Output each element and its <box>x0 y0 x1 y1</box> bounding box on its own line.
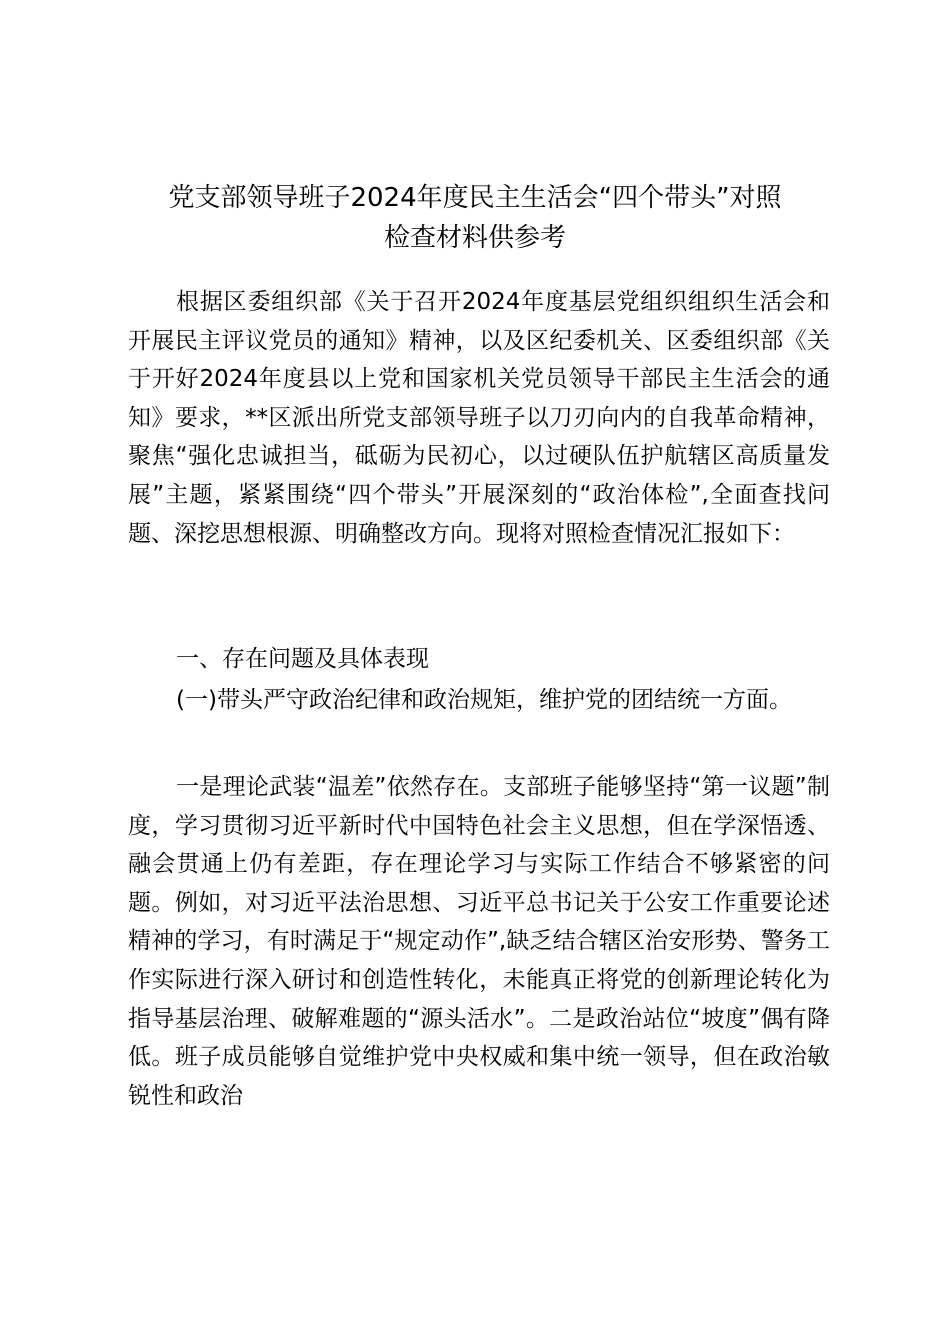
subsection-heading: (一)带头严守政治纪律和政治规矩，维护党的团结统一方面。 <box>176 687 792 713</box>
section-heading: 一、存在问题及具体表现 <box>176 646 429 672</box>
title-line-1: 党支部领导班子2024年度民主生活会“四个带头”对照 <box>168 183 782 213</box>
intro-paragraph: 根据区委组织部《关于召开2024年度基层党组织组织生活会和开展民主评议党员的通知》精神，以及区纪委机关、区委组织部《关于开好2024年度县以上党和国家机关党员领导干部民主生活会的通知》要求，**区派出所党支部领导班子以刀刃向内的自我革命精神，聚焦“强化忠诚担当，砥砺为民初心，以过硬队伍护航辖区高质量发展”主题，紧紧围绕“四个带头”开展深刻的“政治体检”,全面查找问题、深挖思想根源、明确整改方向。现将对照检查情况汇报如下： <box>128 289 830 547</box>
document-title <box>120 178 830 258</box>
title-line-2: 检查材料供参考 <box>383 223 566 253</box>
body-paragraph: 一是理论武装“温差”依然存在。支部班子能够坚持“第一议题”制度，学习贯彻习近平新时代中国特色社会主义思想，但在学深悟透、融会贯通上仍有差距，存在理论学习与实际工作结合不够紧密的问题。例如，对习近平法治思想、习近平总书记关于公安工作重要论述精神的学习，有时满足于“规定动作”,缺乏结合辖区治安形势、警务工作实际进行深入研讨和创造性转化，未能真正将党的创新理论转化为指导基层治理、破解难题的“源头活水”。二是政治站位“坡度”偶有降低。班子成员能够自觉维护党中央权威和集中统一领导，但在政治敏锐性和政治 <box>128 774 830 1109</box>
